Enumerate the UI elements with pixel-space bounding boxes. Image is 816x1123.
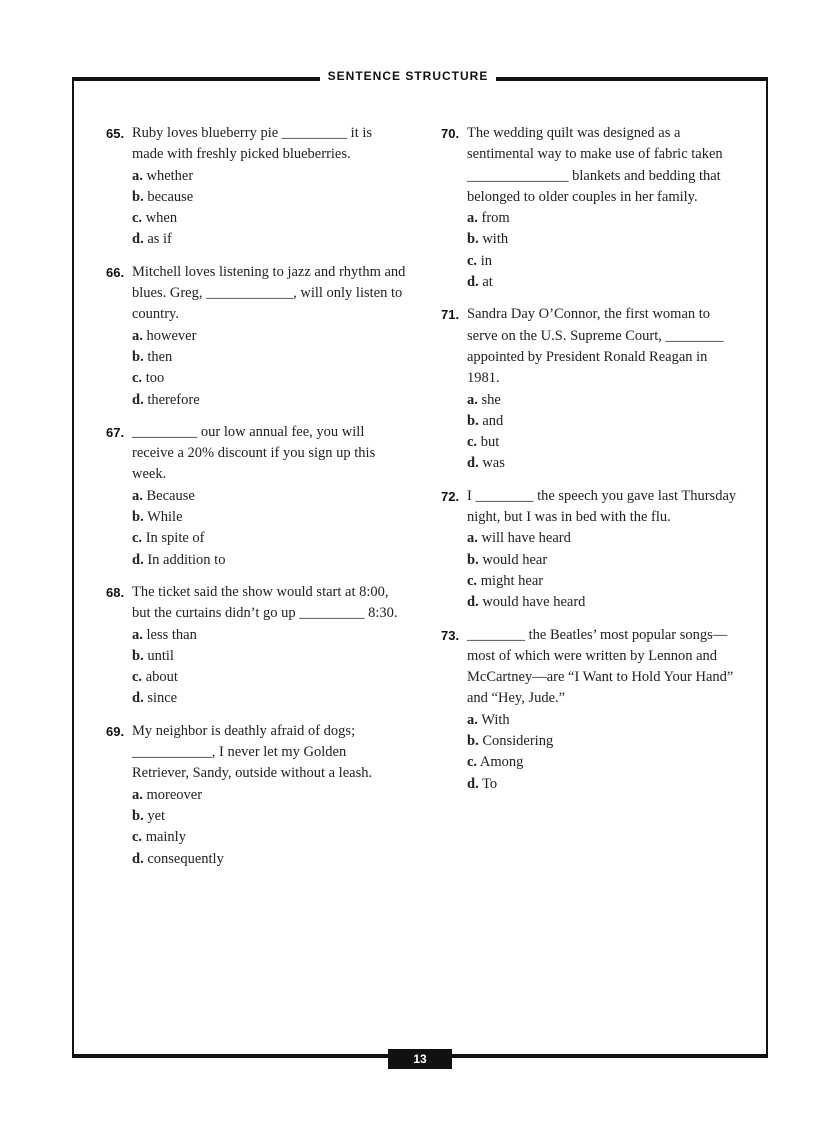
left-column [106,123,406,881]
answer-option [132,486,406,507]
question-stem: My neighbor is deathly afraid of dogs; ___________, I never let my Golden Retriever, Sandy, outside without a leash. [132,722,373,782]
option-text: Because [146,487,195,504]
option-letter: b. [132,509,144,526]
option-text: then [147,348,173,365]
option-text: at [482,274,493,291]
option-text: mainly [145,829,186,846]
option-text: from [481,210,510,227]
option-letter: c. [132,370,143,387]
option-text: While [147,509,183,526]
option-letter: a. [132,487,143,504]
answer-option [467,272,741,293]
option-text: was [482,455,505,472]
option-letter: a. [132,327,143,344]
option-text: but [480,434,500,451]
option-text: whether [146,167,194,184]
option-letter: a. [467,210,478,227]
option-letter: b. [132,647,144,664]
option-text: because [147,188,194,205]
answer-option [467,752,741,773]
option-letter: d. [467,775,479,792]
option-letter: d. [467,455,479,472]
option-text: might hear [480,572,544,589]
option-letter: d. [132,850,144,867]
section-title: SENTENCE STRUCTURE [320,69,497,83]
question [441,486,741,614]
question [441,123,741,293]
option-text: moreover [146,786,203,803]
option-text: would have heard [482,594,586,611]
answer-option [132,187,406,208]
option-letter: a. [132,626,143,643]
question-number: 73. [441,627,460,643]
option-text: consequently [147,850,224,867]
page-number: 13 [388,1049,452,1069]
answer-option [467,571,741,592]
option-letter: d. [132,231,144,248]
option-text: To [482,775,498,792]
option-text: therefore [147,391,200,408]
section-header [0,67,816,85]
question-number: 70. [441,126,460,141]
answer-option [467,528,741,549]
answer-option [132,827,406,848]
answer-option [467,710,741,731]
question [106,422,406,571]
question-stem: _________ our low annual fee, you will receive a 20% discount if you sign up this week. [132,423,376,483]
answer-option [132,507,406,528]
answer-option [132,347,406,368]
option-letter: c. [467,252,478,269]
option-text: With [481,711,510,728]
option-letter: b. [467,412,479,429]
answer-option [467,390,741,411]
option-letter: c. [132,669,143,686]
question-number: 69. [106,723,125,739]
answer-option [467,411,741,432]
option-text: too [145,370,165,387]
answer-option [467,453,741,474]
option-text: when [145,210,178,227]
question [441,304,741,474]
option-letter: a. [132,167,143,184]
option-letter: d. [132,391,144,408]
question-stem: Sandra Day O’Connor, the first woman to serve on the U.S. Supreme Court, ________ appointed by President Ronald Reagan in 1981. [467,306,724,387]
answer-option [467,432,741,453]
option-text: since [147,690,178,707]
answer-option [132,646,406,667]
answer-option [132,785,406,806]
answer-option [132,849,406,870]
question [106,262,406,411]
option-letter: c. [467,754,478,771]
option-text: In addition to [147,551,226,568]
answer-option [132,368,406,389]
option-letter: a. [467,711,478,728]
question-number: 65. [106,126,125,141]
question-number: 66. [106,264,125,280]
option-letter: b. [467,733,479,750]
option-text: in [480,252,492,269]
question-number: 72. [441,488,460,504]
option-letter: d. [132,551,144,568]
question-stem: Mitchell loves listening to jazz and rhythm and blues. Greg, ____________, will only listen to country. [132,263,406,323]
answer-option [467,208,741,229]
answer-option [132,625,406,646]
answer-option [467,774,741,795]
answer-option [132,208,406,229]
answer-option [132,806,406,827]
question [441,625,741,795]
answer-option [467,592,741,613]
question-stem: The wedding quilt was designed as a sentimental way to make use of fabric taken ______________ blankets and bedding that belonged to older couples in her family. [467,125,723,205]
question-stem: ________ the Beatles’ most popular songs—most of which were written by Lennon and McCartney—are “I Want to Hold Your Hand” and “Hey, Jude.” [467,626,734,707]
answer-option [132,688,406,709]
option-text: would hear [482,551,548,568]
option-text: less than [146,626,197,643]
option-text: until [147,647,174,664]
option-letter: b. [467,231,479,248]
question [106,721,406,870]
answer-option [132,550,406,571]
option-letter: a. [467,530,478,547]
question [106,582,406,710]
question [106,123,406,251]
option-letter: d. [132,690,144,707]
right-column [441,123,741,806]
answer-option [467,229,741,250]
option-letter: b. [132,348,144,365]
option-text: and [482,412,504,429]
option-text: about [145,669,178,686]
option-text: In spite of [145,530,205,547]
option-text: will have heard [481,530,571,547]
option-letter: c. [132,210,143,227]
question-stem: I ________ the speech you gave last Thursday night, but I was in bed with the flu. [467,487,737,526]
answer-option [132,667,406,688]
option-letter: b. [132,188,144,205]
option-letter: c. [132,829,143,846]
option-letter: c. [467,572,478,589]
answer-option [132,528,406,549]
question-stem: The ticket said the show would start at 8:00, but the curtains didn’t go up _________ 8:30. [132,583,398,622]
question-number: 67. [106,424,125,440]
answer-option [132,326,406,347]
option-letter: d. [467,594,479,611]
answer-option [467,550,741,571]
answer-option [467,731,741,752]
question-stem: Ruby loves blueberry pie _________ it is made with freshly picked blueberries. [132,125,373,163]
option-text: yet [147,807,166,824]
answer-option [132,166,406,187]
option-text: Among [479,754,524,771]
question-number: 68. [106,584,125,600]
option-letter: a. [467,391,478,408]
option-text: with [482,231,509,248]
option-letter: b. [467,551,479,568]
answer-option [467,251,741,272]
option-letter: d. [467,274,479,291]
question-number: 71. [441,307,460,323]
answer-option [132,390,406,411]
option-text: however [146,327,197,344]
option-text: as if [147,231,172,248]
option-letter: c. [132,530,143,547]
option-text: she [481,391,501,408]
answer-option [132,229,406,250]
option-text: Considering [482,733,554,750]
option-letter: c. [467,434,478,451]
option-letter: b. [132,807,144,824]
option-letter: a. [132,786,143,803]
